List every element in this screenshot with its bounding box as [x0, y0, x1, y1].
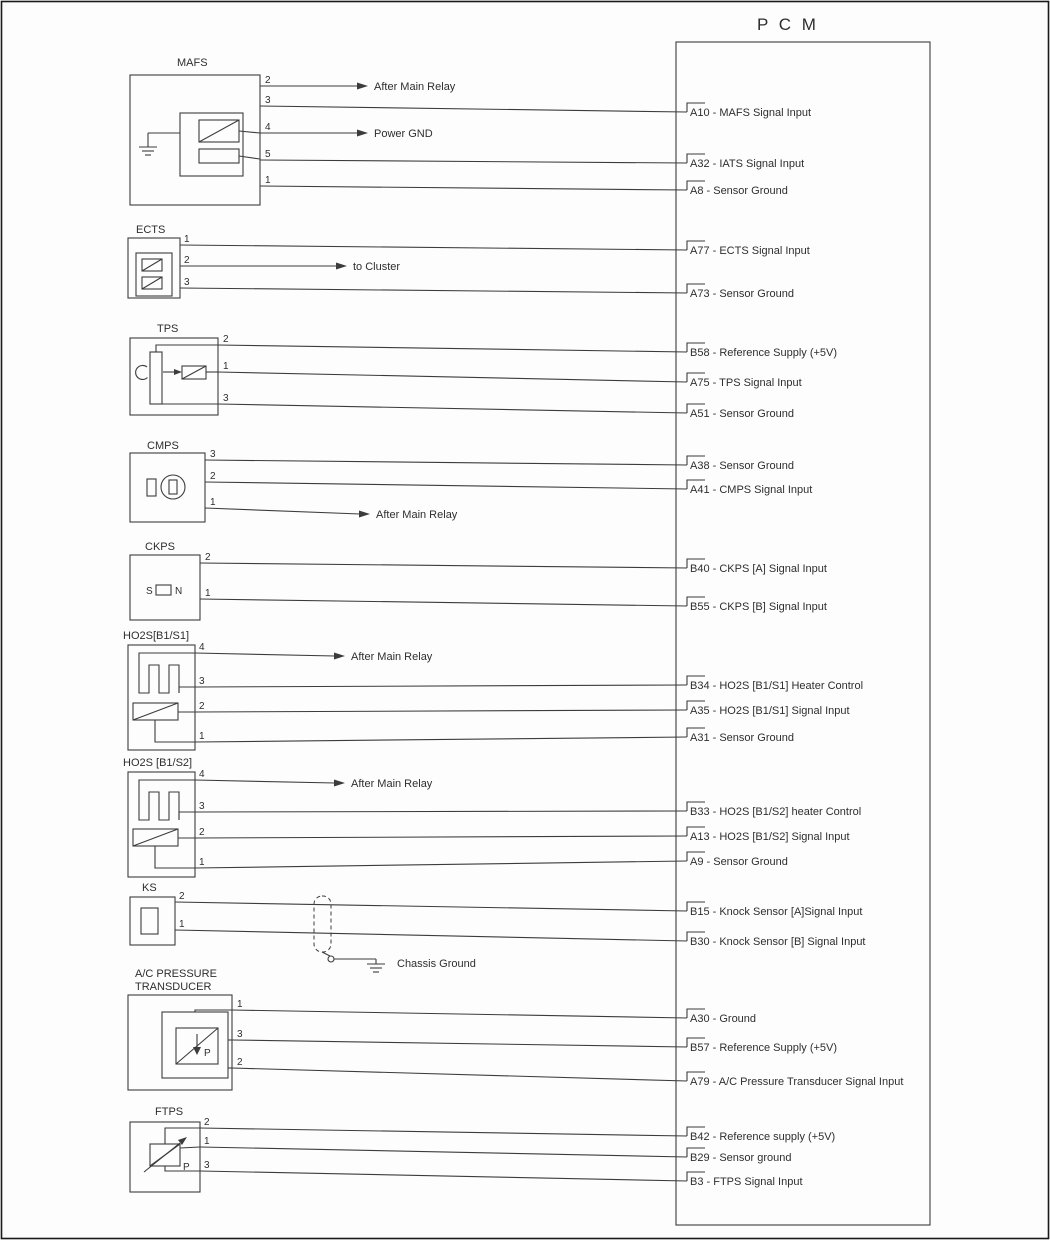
- sensor-label: HO2S [B1/S2]: [123, 757, 193, 769]
- tps-block: [130, 323, 687, 415]
- pcm-block: [676, 15, 930, 1225]
- pin-number: 4: [199, 642, 205, 653]
- pin-number: 1: [265, 175, 271, 186]
- sensor-label: FTPS: [155, 1106, 184, 1118]
- sensor-label: TPS: [157, 323, 179, 335]
- ckps-block: [130, 541, 687, 620]
- sensor-label: A/C PRESSURE: [135, 968, 217, 980]
- pin-number: 1: [179, 919, 185, 930]
- pin-number: 1: [205, 588, 211, 599]
- ho2s-b1s2-block: [123, 757, 687, 877]
- pin-number: 5: [265, 149, 271, 160]
- pin-number: 3: [204, 1160, 210, 1171]
- pressure-letter: P: [183, 1162, 190, 1173]
- sensor-label: KS: [142, 882, 157, 894]
- pin-number: 1: [199, 857, 205, 868]
- magnet-pole-n: N: [175, 586, 183, 597]
- pcm-pin-label: A77 - ECTS Signal Input: [690, 245, 810, 257]
- chassis-ground-icon: [367, 959, 385, 972]
- pcm-pin-label: B57 - Reference Supply (+5V): [690, 1042, 838, 1054]
- pcm-pin-label: A51 - Sensor Ground: [690, 408, 794, 420]
- pin-number: 4: [199, 769, 205, 780]
- sensor-label: CKPS: [145, 541, 175, 553]
- pin-number: 1: [204, 1136, 210, 1147]
- pcm-pin-label: A79 - A/C Pressure Transducer Signal Input: [690, 1076, 904, 1088]
- pin-number: 2: [199, 701, 205, 712]
- cmps-block: [130, 440, 687, 522]
- pin-number: 2: [179, 891, 185, 902]
- pin-number: 1: [199, 731, 205, 742]
- pcm-pin-label: B29 - Sensor ground: [690, 1152, 792, 1164]
- pcm-pin-label: A30 - Ground: [690, 1013, 757, 1025]
- pin-number: 2: [205, 552, 211, 563]
- pin-number: 1: [223, 361, 229, 372]
- wiper-arrow-icon: [174, 369, 182, 375]
- pin-number: 3: [199, 801, 205, 812]
- pcm-title: P C M: [757, 15, 819, 34]
- ac-pressure-transducer-block: [128, 968, 687, 1090]
- pcm-pin-label: A75 - TPS Signal Input: [690, 377, 802, 389]
- ground-icon: [139, 147, 157, 155]
- ho2s-b1s1-block: [123, 630, 687, 750]
- pin-number: 2: [184, 255, 190, 266]
- pcm-pin-label: A10 - MAFS Signal Input: [690, 107, 812, 119]
- pcm-pin-label: A8 - Sensor Ground: [690, 185, 788, 197]
- sensor-label: ECTS: [136, 224, 166, 236]
- shield-drain-terminal: [328, 956, 334, 962]
- pin-number: 1: [184, 234, 190, 245]
- ks-block: [130, 882, 687, 972]
- pcm-pin-label: B34 - HO2S [B1/S1] Heater Control: [690, 680, 864, 692]
- mafs-block: [130, 57, 687, 205]
- ftps-block: [130, 1106, 687, 1192]
- rotation-arc-icon: [136, 365, 148, 379]
- pin-number: 3: [184, 277, 190, 288]
- branch-label: After Main Relay: [351, 651, 433, 663]
- sensor-label-line2: TRANSDUCER: [135, 981, 212, 993]
- ects-block: [128, 224, 687, 298]
- branch-label: Power GND: [374, 128, 433, 140]
- pcm-pin-label: A41 - CMPS Signal Input: [690, 484, 813, 496]
- pressure-letter: P: [204, 1048, 211, 1059]
- pcm-pin-label: B58 - Reference Supply (+5V): [690, 347, 838, 359]
- pin-number: 2: [237, 1057, 243, 1068]
- arrow-down-icon: [193, 1047, 201, 1055]
- pcm-pin-label: A35 - HO2S [B1/S1] Signal Input: [690, 705, 850, 717]
- pin-number: 3: [265, 95, 271, 106]
- pcm-pin-label: B3 - FTPS Signal Input: [690, 1176, 803, 1188]
- branch-label: After Main Relay: [351, 778, 433, 790]
- branch-label: After Main Relay: [376, 509, 458, 521]
- pcm-pin-label: A31 - Sensor Ground: [690, 732, 794, 744]
- branch-label: After Main Relay: [374, 81, 456, 93]
- pin-number: 3: [237, 1029, 243, 1040]
- pcm-pin-label: B33 - HO2S [B1/S2] heater Control: [690, 806, 862, 818]
- branch-label: Chassis Ground: [397, 958, 476, 970]
- pcm-pin-label: B30 - Knock Sensor [B] Signal Input: [690, 936, 866, 948]
- pin-number: 3: [210, 449, 216, 460]
- sensor-label: MAFS: [177, 57, 208, 69]
- pin-number: 3: [223, 393, 229, 404]
- pcm-pin-label: A9 - Sensor Ground: [690, 856, 788, 868]
- pcm-pin-label: A38 - Sensor Ground: [690, 460, 794, 472]
- pcm-pin-label: B40 - CKPS [A] Signal Input: [690, 563, 827, 575]
- arrow-right-icon: [357, 83, 368, 90]
- pin-number: 2: [204, 1117, 210, 1128]
- pcm-pin-label: A13 - HO2S [B1/S2] Signal Input: [690, 831, 850, 843]
- pin-number: 4: [265, 122, 271, 133]
- sensor-label: CMPS: [147, 440, 179, 452]
- arrow-right-icon: [357, 130, 368, 137]
- pcm-pin-label: A32 - IATS Signal Input: [690, 158, 805, 170]
- arrow-right-icon: [334, 780, 345, 787]
- arrow-right-icon: [334, 653, 345, 660]
- heater-element-icon: [139, 792, 179, 820]
- pcm-pin-label: B15 - Knock Sensor [A]Signal Input: [690, 906, 863, 918]
- pin-number: 1: [237, 999, 243, 1010]
- pcm-pin-label: B55 - CKPS [B] Signal Input: [690, 601, 827, 613]
- magnet-pole-s: S: [146, 586, 153, 597]
- pin-number: 1: [210, 497, 216, 508]
- pin-number: 2: [223, 334, 229, 345]
- branch-label: to Cluster: [353, 261, 401, 273]
- pcm-pin-label: A73 - Sensor Ground: [690, 288, 794, 300]
- pin-number: 2: [210, 471, 216, 482]
- sensor-label: HO2S[B1/S1]: [123, 630, 190, 642]
- arrow-right-icon: [359, 511, 370, 518]
- arrow-right-icon: [336, 263, 347, 270]
- pin-number: 3: [199, 676, 205, 687]
- pcm-pin-label: B42 - Reference supply (+5V): [690, 1131, 836, 1143]
- heater-element-icon: [139, 665, 179, 693]
- pin-number: 2: [199, 827, 205, 838]
- pin-number: 2: [265, 75, 271, 86]
